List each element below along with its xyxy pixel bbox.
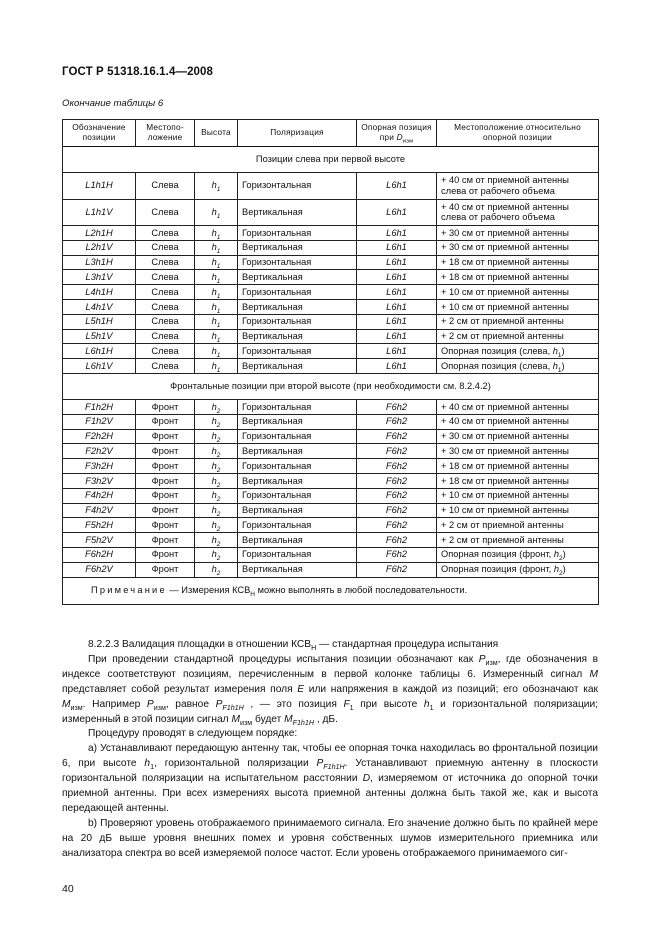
cell-height: $h_2$	[195, 473, 238, 488]
table-row	[63, 562, 599, 577]
cell-position: L2h1H	[63, 226, 136, 241]
cell-position: F4h2V	[63, 503, 136, 518]
cell-reference: L6h1	[357, 314, 437, 329]
table-row	[63, 285, 599, 300]
cell-reference: L6h1	[357, 270, 437, 285]
cell-reference: L6h1	[357, 226, 437, 241]
cell-polarization: Вертикальная	[238, 444, 357, 459]
cell-relative-location: + 2 см от приемной антенны	[437, 533, 599, 548]
col-header-reference: Опорная позиция при $D_{изм}$	[357, 120, 437, 147]
cell-height: $h_2$	[195, 429, 238, 444]
cell-location: Фронт	[136, 459, 195, 474]
cell-position: F5h2V	[63, 533, 136, 548]
cell-position: F6h2V	[63, 562, 136, 577]
cell-height: $h_2$	[195, 399, 238, 414]
cell-position: F2h2H	[63, 429, 136, 444]
cell-polarization: Вертикальная	[238, 270, 357, 285]
table-row	[63, 429, 599, 444]
cell-relative-location: + 30 см от приемной антенны	[437, 444, 599, 459]
cell-polarization: Вертикальная	[238, 240, 357, 255]
table-row	[63, 533, 599, 548]
cell-location: Слева	[136, 270, 195, 285]
cell-relative-location: Опорная позиция (слева, $h_1$)	[437, 359, 599, 374]
cell-location: Фронт	[136, 414, 195, 429]
cell-position: F2h2V	[63, 444, 136, 459]
cell-location: Слева	[136, 359, 195, 374]
cell-polarization: Горизонтальная	[238, 399, 357, 414]
cell-reference: L6h1	[357, 299, 437, 314]
cell-location: Слева	[136, 344, 195, 359]
cell-location: Фронт	[136, 503, 195, 518]
col-header-height: Высота	[195, 120, 238, 147]
cell-position: L3h1V	[63, 270, 136, 285]
cell-height: $h_2$	[195, 533, 238, 548]
group-row	[63, 373, 599, 399]
cell-polarization: Горизонтальная	[238, 226, 357, 241]
cell-location: Слева	[136, 314, 195, 329]
cell-reference: F6h2	[357, 459, 437, 474]
col-header-polarization: Поляризация	[238, 120, 357, 147]
body-text	[62, 638, 598, 862]
cell-relative-location: + 40 см от приемной антенны	[437, 414, 599, 429]
cell-relative-location: Опорная позиция (фронт, $h_2$)	[437, 562, 599, 577]
cell-reference: F6h2	[357, 562, 437, 577]
cell-location: Слева	[136, 255, 195, 270]
table-row	[63, 399, 599, 414]
cell-relative-location: + 30 см от приемной антенны	[437, 226, 599, 241]
cell-polarization: Вертикальная	[238, 414, 357, 429]
cell-height: $h_1$	[195, 173, 238, 200]
cell-polarization: Горизонтальная	[238, 459, 357, 474]
cell-height: $h_1$	[195, 270, 238, 285]
cell-reference: L6h1	[357, 199, 437, 226]
cell-polarization: Горизонтальная	[238, 518, 357, 533]
cell-polarization: Вертикальная	[238, 329, 357, 344]
cell-polarization: Горизонтальная	[238, 488, 357, 503]
cell-reference: L6h1	[357, 359, 437, 374]
table-row	[63, 173, 599, 200]
cell-relative-location: + 10 см от приемной антенны	[437, 299, 599, 314]
cell-location: Фронт	[136, 473, 195, 488]
cell-height: $h_1$	[195, 299, 238, 314]
cell-location: Фронт	[136, 399, 195, 414]
table-row	[63, 414, 599, 429]
table-row	[63, 488, 599, 503]
cell-height: $h_1$	[195, 240, 238, 255]
cell-location: Слева	[136, 226, 195, 241]
cell-height: $h_1$	[195, 344, 238, 359]
cell-polarization: Вертикальная	[238, 562, 357, 577]
col-header-position: Обозначение позиции	[63, 120, 136, 147]
cell-polarization: Вертикальная	[238, 199, 357, 226]
cell-position: L5h1H	[63, 314, 136, 329]
cell-height: $h_2$	[195, 414, 238, 429]
table-row	[63, 199, 599, 226]
cell-height: $h_1$	[195, 199, 238, 226]
group-title: Позиции слева при первой высоте	[63, 147, 599, 173]
cell-height: $h_2$	[195, 488, 238, 503]
cell-position: L6h1H	[63, 344, 136, 359]
table-row	[63, 359, 599, 374]
cell-relative-location: + 40 см от приемной антенны	[437, 399, 599, 414]
cell-location: Фронт	[136, 444, 195, 459]
cell-reference: L6h1	[357, 329, 437, 344]
cell-height: $h_2$	[195, 562, 238, 577]
cell-relative-location: + 10 см от приемной антенны	[437, 503, 599, 518]
cell-reference: F6h2	[357, 429, 437, 444]
cell-position: L1h1V	[63, 199, 136, 226]
cell-reference: F6h2	[357, 503, 437, 518]
table-caption: Окончание таблицы 6	[62, 98, 164, 109]
table-row	[63, 270, 599, 285]
table-body	[63, 147, 599, 578]
cell-polarization: Вертикальная	[238, 533, 357, 548]
table-row	[63, 503, 599, 518]
cell-location: Слева	[136, 299, 195, 314]
cell-reference: F6h2	[357, 533, 437, 548]
cell-position: L4h1H	[63, 285, 136, 300]
cell-relative-location: + 40 см от приемной антенны слева от рабочего объема	[437, 199, 599, 226]
cell-position: F1h2V	[63, 414, 136, 429]
cell-height: $h_2$	[195, 444, 238, 459]
cell-location: Слева	[136, 240, 195, 255]
paragraph-step-b: b) Проверяют уровень отображаемого принимаемого сигнала. Его значение должно быть по крайней мере на 20 дБ выше уровня внешних помех и уровня собственных шумов измерительного приемника или анализатора спектра во всей измеряемой полосе частот. Если уровень отображаемого принимаемого сиг-	[62, 817, 598, 859]
group-title: Фронтальные позиции при второй высоте (при необходимости см. 8.2.4.2)	[63, 373, 599, 399]
cell-polarization: Горизонтальная	[238, 429, 357, 444]
cell-polarization: Горизонтальная	[238, 255, 357, 270]
cell-location: Слева	[136, 199, 195, 226]
cell-reference: L6h1	[357, 344, 437, 359]
cell-polarization: Горизонтальная	[238, 173, 357, 200]
cell-position: F5h2H	[63, 518, 136, 533]
table-row	[63, 344, 599, 359]
page-number: 40	[62, 883, 74, 895]
table-row	[63, 299, 599, 314]
cell-height: $h_1$	[195, 255, 238, 270]
cell-location: Фронт	[136, 518, 195, 533]
cell-polarization: Вертикальная	[238, 473, 357, 488]
table-row	[63, 314, 599, 329]
cell-polarization: Вертикальная	[238, 359, 357, 374]
cell-position: L6h1V	[63, 359, 136, 374]
paragraph-step-a: a) Устанавливают передающую антенну так, чтобы ее опорная точка находилась во фронтальной позиции 6, при высоте $h_1$, горизонтальной поляризации $P_{F1h1H}$. Устанавливают приемную антенну в плоскости горизонтальной поляризации на испытательном расстоянии D, измеряемом от источника до опорной точки приемной антенны. При всех измерениях высота приемной антенны должна быть такой же, как и высота передающей антенны.	[62, 743, 599, 814]
table-row	[63, 240, 599, 255]
col-header-location: Местопо- ложение	[136, 120, 195, 147]
cell-position: F3h2V	[63, 473, 136, 488]
cell-height: $h_2$	[195, 459, 238, 474]
cell-polarization: Вертикальная	[238, 299, 357, 314]
cell-relative-location: + 30 см от приемной антенны	[437, 429, 599, 444]
cell-reference: F6h2	[357, 547, 437, 562]
cell-location: Слева	[136, 329, 195, 344]
cell-position: L2h1V	[63, 240, 136, 255]
cell-reference: F6h2	[357, 488, 437, 503]
cell-relative-location: Опорная позиция (слева, $h_1$)	[437, 344, 599, 359]
cell-reference: F6h2	[357, 518, 437, 533]
cell-height: $h_2$	[195, 518, 238, 533]
cell-polarization: Горизонтальная	[238, 285, 357, 300]
cell-relative-location: + 18 см от приемной антенны	[437, 473, 599, 488]
cell-reference: L6h1	[357, 285, 437, 300]
cell-reference: F6h2	[357, 414, 437, 429]
cell-location: Слева	[136, 285, 195, 300]
cell-height: $h_1$	[195, 329, 238, 344]
positions-table	[62, 119, 599, 605]
cell-position: L4h1V	[63, 299, 136, 314]
cell-height: $h_1$	[195, 314, 238, 329]
cell-position: F1h2H	[63, 399, 136, 414]
cell-reference: L6h1	[357, 173, 437, 200]
table-row	[63, 547, 599, 562]
cell-location: Фронт	[136, 547, 195, 562]
table-row	[63, 226, 599, 241]
cell-relative-location: + 10 см от приемной антенны	[437, 488, 599, 503]
cell-height: $h_1$	[195, 226, 238, 241]
cell-relative-location: + 18 см от приемной антенны	[437, 270, 599, 285]
table-row	[63, 329, 599, 344]
paragraph-standard-procedure: При проведении стандартной процедуры испытания позиции обозначают как $P_{изм}$, где обозначения в индексе соответствуют позициям, перечисленным в первой колонке таблицы 6. Измеренный сигнал M представляет собой результат измерения поля E или напряжения в каждой из позиций; его обозначают как $M_{изм}$. Например $P_{изм}$, равное $P_{F1h1H}$ , — это позиция $F_1$ при высоте $h_1$ и горизонтальной поляризации; измеренный в этой позиции сигнал $M_{изм}$ будет $M_{F1h1H}$ , дБ.	[62, 653, 598, 727]
cell-relative-location: Опорная позиция (фронт, $h_2$)	[437, 547, 599, 562]
table-row	[63, 459, 599, 474]
cell-height: $h_2$	[195, 503, 238, 518]
cell-reference: F6h2	[357, 399, 437, 414]
paragraph-8-2-2-3: 8.2.2.3 Валидация площадки в отношении $КСВ_Н$ — стандартная процедура испытания	[88, 639, 499, 653]
cell-position: F6h2H	[63, 547, 136, 562]
cell-position: F3h2H	[63, 459, 136, 474]
cell-polarization: Горизонтальная	[238, 344, 357, 359]
cell-position: F4h2H	[63, 488, 136, 503]
table-row	[63, 255, 599, 270]
paragraph-order: Процедуру проводят в следующем порядке:	[88, 728, 298, 740]
col-header-relative-location: Местоположение относительно опорной позиции	[437, 120, 599, 147]
table-row	[63, 444, 599, 459]
table-header-row	[63, 120, 599, 147]
page-header-standard: ГОСТ Р 51318.16.1.4—2008	[62, 66, 214, 78]
cell-relative-location: + 10 см от приемной антенны	[437, 285, 599, 300]
cell-reference: L6h1	[357, 255, 437, 270]
cell-location: Фронт	[136, 533, 195, 548]
cell-reference: F6h2	[357, 473, 437, 488]
cell-relative-location: + 30 см от приемной антенны	[437, 240, 599, 255]
cell-location: Фронт	[136, 488, 195, 503]
cell-relative-location: + 18 см от приемной антенны	[437, 255, 599, 270]
cell-relative-location: + 18 см от приемной антенны	[437, 459, 599, 474]
cell-height: $h_1$	[195, 359, 238, 374]
table-note-row	[63, 577, 599, 604]
cell-relative-location: + 2 см от приемной антенны	[437, 314, 599, 329]
cell-polarization: Вертикальная	[238, 503, 357, 518]
cell-relative-location: + 40 см от приемной антенны слева от рабочего объема	[437, 173, 599, 200]
cell-position: L5h1V	[63, 329, 136, 344]
cell-relative-location: + 2 см от приемной антенны	[437, 329, 599, 344]
table-row	[63, 518, 599, 533]
cell-height: $h_2$	[195, 547, 238, 562]
cell-location: Слева	[136, 173, 195, 200]
group-row	[63, 147, 599, 173]
cell-reference: L6h1	[357, 240, 437, 255]
cell-position: L3h1H	[63, 255, 136, 270]
table-note: Примечание — Измерения $КСВ_Н$ можно выполнять в любой последовательности.	[63, 577, 599, 604]
cell-location: Фронт	[136, 429, 195, 444]
cell-location: Фронт	[136, 562, 195, 577]
cell-reference: F6h2	[357, 444, 437, 459]
table-row	[63, 473, 599, 488]
cell-polarization: Горизонтальная	[238, 314, 357, 329]
cell-position: L1h1H	[63, 173, 136, 200]
cell-polarization: Горизонтальная	[238, 547, 357, 562]
cell-height: $h_1$	[195, 285, 238, 300]
cell-relative-location: + 2 см от приемной антенны	[437, 518, 599, 533]
